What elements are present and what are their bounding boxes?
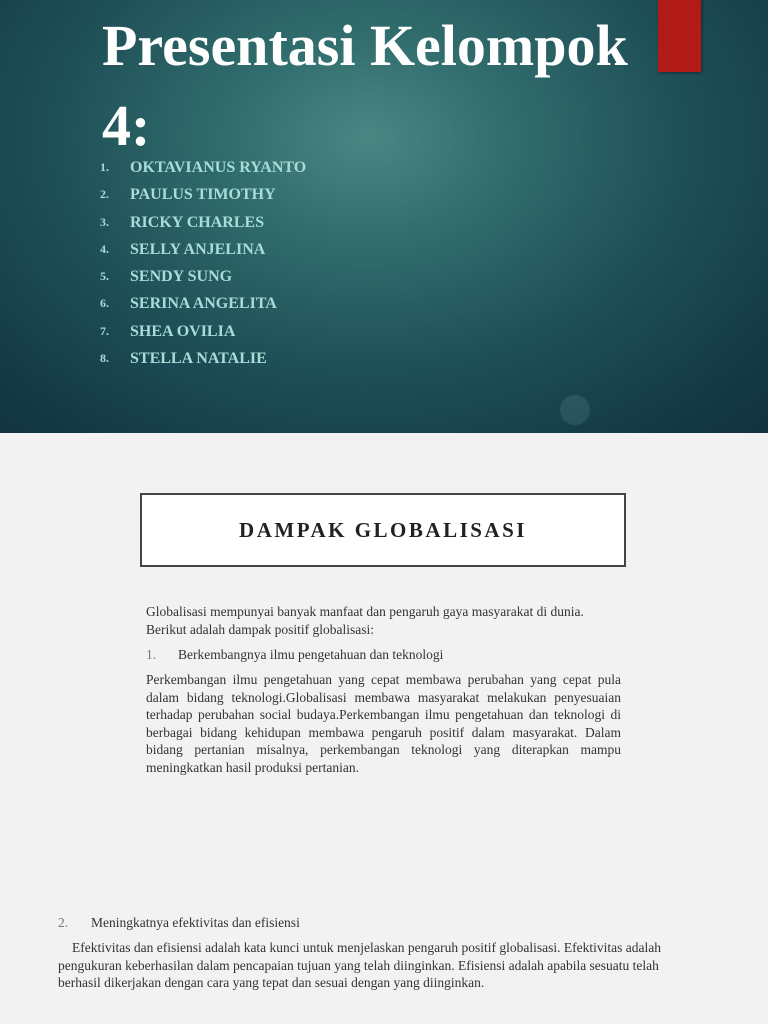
item-number: 4.	[100, 241, 109, 256]
member-name: STELLA NATALIE	[130, 350, 267, 368]
heading-box	[140, 493, 626, 567]
item-number: 1.	[146, 647, 157, 662]
member-name: OKTAVIANUS RYANTO	[130, 159, 307, 176]
slide-title	[0, 0, 768, 433]
member-name: SENDY SUNG	[130, 268, 233, 286]
member-name: PAULUS TIMOTHY	[130, 186, 276, 204]
item-number: 8.	[100, 351, 109, 366]
item-heading-2	[58, 914, 300, 932]
item-number: 2.	[100, 187, 109, 202]
member-name: SELLY ANJELINA	[130, 240, 266, 258]
item-number: 2.	[58, 915, 69, 930]
page-title: Presentasi Kelompok 4:	[102, 13, 628, 158]
item-body-1: Perkembangan ilmu pengetahuan yang cepat membawa perubahan yang cepat pula dalam bidang teknologi.Globalisasi membawa masyarakat melakukan penyesuaian terhadap perubahan social budaya.Perkembangan ilmu pengetahuan dan teknologi di berbagai bidang kehidupan membawa pengaruh positif dalam masyarakat. Dalam bidang pertanian misalnya, perkembangan teknologi yang diterapkan mampu meningkatkan hasil produksi pertanian.	[146, 672, 621, 775]
member-name: RICKY CHARLES	[130, 213, 265, 231]
background-glow	[560, 395, 590, 425]
item-title: Meningkatnya efektivitas dan efisiensi	[91, 915, 300, 930]
accent-tab	[658, 0, 701, 72]
item-body-2: Efektivitas dan efisiensi adalah kata kunci untuk menjelaskan pengaruh positif globalisasi. Efektivitas adalah pengukuran keberhasilan dalam pencapaian tujuan yang telah diinginkan. Efisiensi adalah apabila sesuatu telah berhasil dikerjakan dengan cara yang tepat dan sesuai dengan yang diinginkan.	[58, 940, 661, 990]
item-number: 6.	[100, 296, 109, 311]
member-name: SHEA OVILIA	[130, 322, 236, 340]
item-number: 5.	[100, 269, 109, 284]
item-number: 7.	[100, 323, 109, 338]
section-heading: DAMPAK GLOBALISASI	[239, 517, 527, 542]
item-number: 3.	[100, 214, 109, 229]
intro-text: Globalisasi mempunyai banyak manfaat dan pengaruh gaya masyarakat di dunia. Berikut adalah dampak positif globalisasi:	[146, 604, 584, 637]
item-number: 1.	[100, 160, 109, 174]
member-name: SERINA ANGELITA	[130, 295, 277, 313]
item-title: Berkembangnya ilmu pengetahuan dan teknologi	[178, 647, 444, 662]
item-heading-1	[146, 646, 443, 664]
